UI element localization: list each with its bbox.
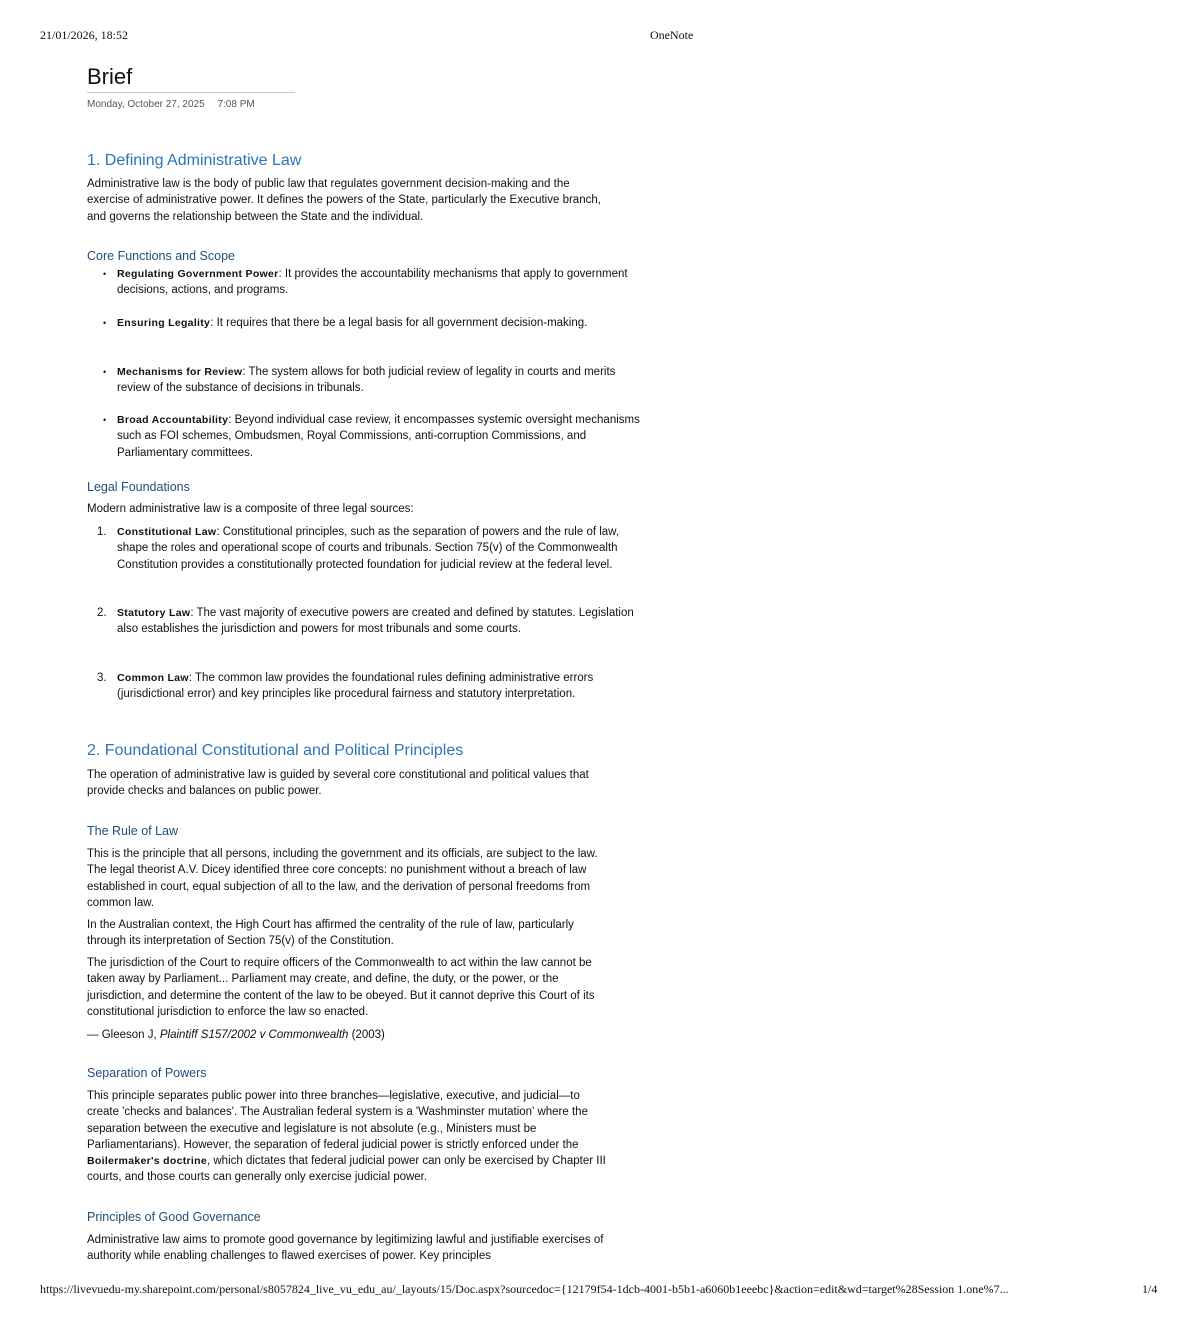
paragraph-text: , which dictates that federal judicial power can only be exercised by Chapter III courts, and those courts can generally only exercise judicial power. bbox=[87, 1155, 606, 1184]
list-item-text: : It requires that there be a legal basis for all government decision-making. bbox=[210, 317, 588, 329]
separation-of-powers-paragraph bbox=[87, 1088, 612, 1186]
page-date: Monday, October 27, 2025 bbox=[87, 99, 205, 110]
list-item bbox=[87, 670, 642, 703]
rule-of-law-paragraph-1: This is the principle that all persons, including the government and its officials, are subject to the law. The legal theorist A.V. Dicey identified three core concepts: no punishment without a breach of law established in court, equal subjection of all to the law, and the derivation of personal freedoms from common law. bbox=[87, 848, 598, 909]
list-item-text: : Beyond individual case review, it encompasses systemic oversight mechanisms such as FOI schemes, Ombudsmen, Royal Commissions, anti-corruption Commissions, and Parliamentary committees. bbox=[117, 414, 640, 459]
list-item-term: Regulating Government Power bbox=[117, 268, 279, 280]
legal-foundations-heading: Legal Foundations bbox=[87, 480, 190, 494]
page-title: Brief bbox=[87, 64, 295, 93]
section-1-heading: 1. Defining Administrative Law bbox=[87, 152, 302, 169]
print-header-datetime: 21/01/2026, 18:52 bbox=[40, 28, 129, 42]
list-item-term: Statutory Law bbox=[117, 607, 191, 619]
page-meta bbox=[87, 99, 612, 110]
list-item-text: : The system allows for both judicial review of legality in courts and merits review of the substance of decisions in tribunals. bbox=[117, 366, 616, 395]
note-page bbox=[87, 64, 612, 110]
list-item-term: Broad Accountability bbox=[117, 414, 229, 426]
list-item-term: Common Law bbox=[117, 672, 189, 684]
section-2-intro: The operation of administrative law is guided by several core constitutional and political values that provide checks and balances on public power. bbox=[87, 769, 589, 798]
paragraph-text: This principle separates public power into three branches—legislative, executive, and judicial—to create 'checks and balances'. The Australian federal system is a 'Washminster mutation' where the separation between the executive and legislature is not absolute (e.g., Ministers must be Parliamentarians). However, the separation of federal judicial power is strictly enforced under the bbox=[87, 1090, 588, 1151]
quote-attribution-suffix: (2003) bbox=[348, 1029, 385, 1041]
quote-case-name: Plaintiff S157/2002 v Commonwealth bbox=[159, 1029, 349, 1041]
core-functions-heading: Core Functions and Scope bbox=[87, 249, 236, 263]
list-item bbox=[87, 364, 642, 397]
print-header-app: OneNote bbox=[650, 28, 694, 42]
list-item-number: 1. bbox=[97, 526, 107, 538]
rule-of-law-quote: The jurisdiction of the Court to require officers of the Commonwealth to act within the law cannot be taken away by Parliament... Parliament may create, and define, the duty, or the power, or the jurisdiction, and determine the content of the law to be obeyed. But it cannot deprive this Court of its constitutional jurisdiction to enforce the law so enacted. bbox=[87, 957, 595, 1018]
separation-of-powers-heading: Separation of Powers bbox=[87, 1066, 207, 1080]
list-item bbox=[87, 315, 642, 331]
good-governance-heading: Principles of Good Governance bbox=[87, 1210, 261, 1224]
rule-of-law-heading: The Rule of Law bbox=[87, 824, 179, 838]
rule-of-law-paragraph-2: In the Australian context, the High Court has affirmed the centrality of the rule of law, particularly through its interpretation of Section 75(v) of the Constitution. bbox=[87, 919, 574, 948]
list-item-term: Ensuring Legality bbox=[117, 317, 211, 329]
print-footer-page-indicator: 1/4 bbox=[1142, 1282, 1158, 1296]
list-item-number: 3. bbox=[97, 672, 107, 684]
list-item-term: Constitutional Law bbox=[117, 526, 217, 538]
legal-foundations-intro: Modern administrative law is a composite of three legal sources: bbox=[87, 503, 414, 515]
list-item bbox=[87, 605, 642, 638]
page-time: 7:08 PM bbox=[217, 99, 255, 110]
quote-attribution-prefix: — Gleeson J, bbox=[87, 1029, 160, 1041]
list-item-term: Mechanisms for Review bbox=[117, 366, 243, 378]
section-2-heading: 2. Foundational Constitutional and Political Principles bbox=[87, 742, 464, 759]
print-footer-url: https://livevuedu-my.sharepoint.com/personal/s8057824_live_vu_edu_au/_layouts/15/Doc.aspx?sourcedoc={12179f54-1dcb-4001-b5b1-a6060b1eeebc}&action=edit&wd=target%28Session 1.one%7... bbox=[40, 1282, 1009, 1296]
list-item-number: 2. bbox=[97, 607, 107, 619]
list-item-text: : The common law provides the foundational rules defining administrative errors (jurisdictional error) and key principles like procedural fairness and statutory interpretation. bbox=[117, 672, 594, 701]
list-item bbox=[87, 266, 642, 299]
list-item-text: : Constitutional principles, such as the separation of powers and the rule of law, shape the roles and operational scope of courts and tribunals. Section 75(v) of the Commonwealth Constitution provides a constitutionally protected foundation for judicial review at the federal level. bbox=[117, 526, 620, 571]
list-item-text: : The vast majority of executive powers are created and defined by statutes. Legislation also establishes the jurisdiction and powers for most tribunals and some courts. bbox=[117, 607, 634, 636]
boilermakers-doctrine-term: Boilermaker's doctrine bbox=[87, 1155, 207, 1168]
list-item bbox=[87, 524, 642, 573]
list-item-text: : It provides the accountability mechanisms that apply to government decisions, actions, and programs. bbox=[117, 268, 628, 297]
good-governance-paragraph: Administrative law aims to promote good governance by legitimizing lawful and justifiable exercises of authority while enabling challenges to flawed exercises of power. Key principles bbox=[87, 1234, 604, 1263]
quote-attribution bbox=[87, 1027, 612, 1043]
section-1-intro: Administrative law is the body of public law that regulates government decision-making and the exercise of administrative power. It defines the powers of the State, particularly the Executive branch, and governs the relationship between the State and the individual. bbox=[87, 178, 601, 223]
list-item bbox=[87, 412, 642, 461]
